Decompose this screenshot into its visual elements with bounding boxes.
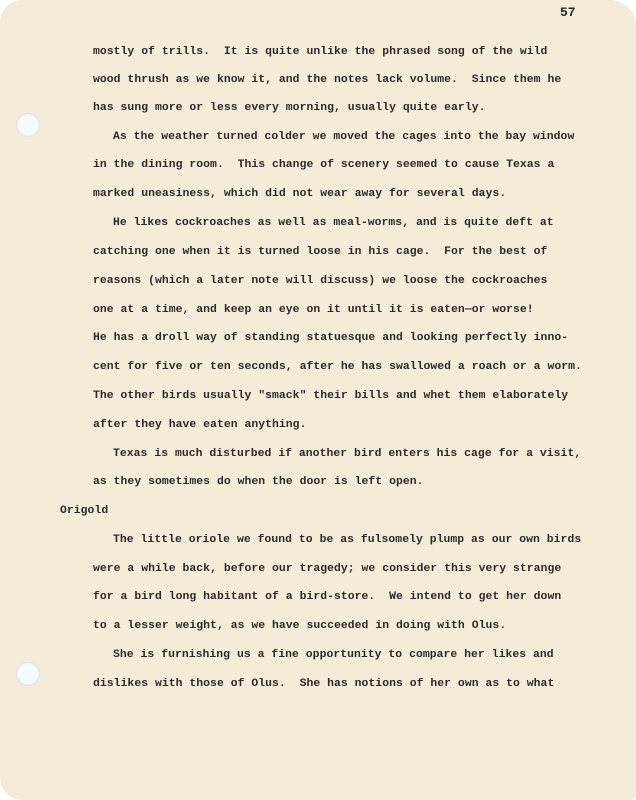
text-line: He has a droll way of standing statuesque and looking perfectly inno-: [93, 332, 569, 344]
text-line: The other birds usually "smack" their bills and whet them elaborately: [93, 390, 569, 402]
text-line: were a while back, before our tragedy; we consider this very strange: [93, 563, 562, 575]
text-line: has sung more or less every morning, usually quite early.: [93, 102, 486, 114]
page-number: 57: [560, 5, 576, 20]
text-line: marked uneasiness, which did not wear away for several days.: [93, 188, 507, 200]
punch-hole-icon: [16, 113, 40, 137]
text-line: to a lesser weight, as we have succeeded in doing with Olus.: [93, 620, 507, 632]
text-line: catching one when it is turned loose in his cage. For the best of: [93, 246, 548, 258]
text-line: for a bird long habitant of a bird-store. We intend to get her down: [93, 591, 562, 603]
text-line: As the weather turned colder we moved the cages into the bay window: [113, 131, 575, 143]
text-line: after they have eaten anything.: [93, 419, 307, 431]
text-line: Texas is much disturbed if another bird enters his cage for a visit,: [113, 448, 582, 460]
text-line: reasons (which a later note will discuss) we loose the cockroaches: [93, 275, 548, 287]
text-line: cent for five or ten seconds, after he has swallowed a roach or a worm.: [93, 361, 582, 373]
text-line: He likes cockroaches as well as meal-worms, and is quite deft at: [113, 217, 554, 229]
text-line: The little oriole we found to be as fulsomely plump as our own birds: [113, 534, 582, 546]
text-line: wood thrush as we know it, and the notes lack volume. Since them he: [93, 74, 562, 86]
text-line: in the dining room. This change of scenery seemed to cause Texas a: [93, 159, 555, 171]
text-line: mostly of trills. It is quite unlike the phrased song of the wild: [93, 46, 548, 58]
section-heading: Origold: [60, 505, 109, 517]
text-line: as they sometimes do when the door is left open.: [93, 476, 424, 488]
text-line: She is furnishing us a fine opportunity to compare her likes and: [113, 649, 554, 661]
punch-hole-icon: [16, 662, 40, 686]
text-line: dislikes with those of Olus. She has notions of her own as to what: [93, 678, 555, 690]
text-line: one at a time, and keep an eye on it until it is eaten—or worse!: [93, 304, 534, 316]
